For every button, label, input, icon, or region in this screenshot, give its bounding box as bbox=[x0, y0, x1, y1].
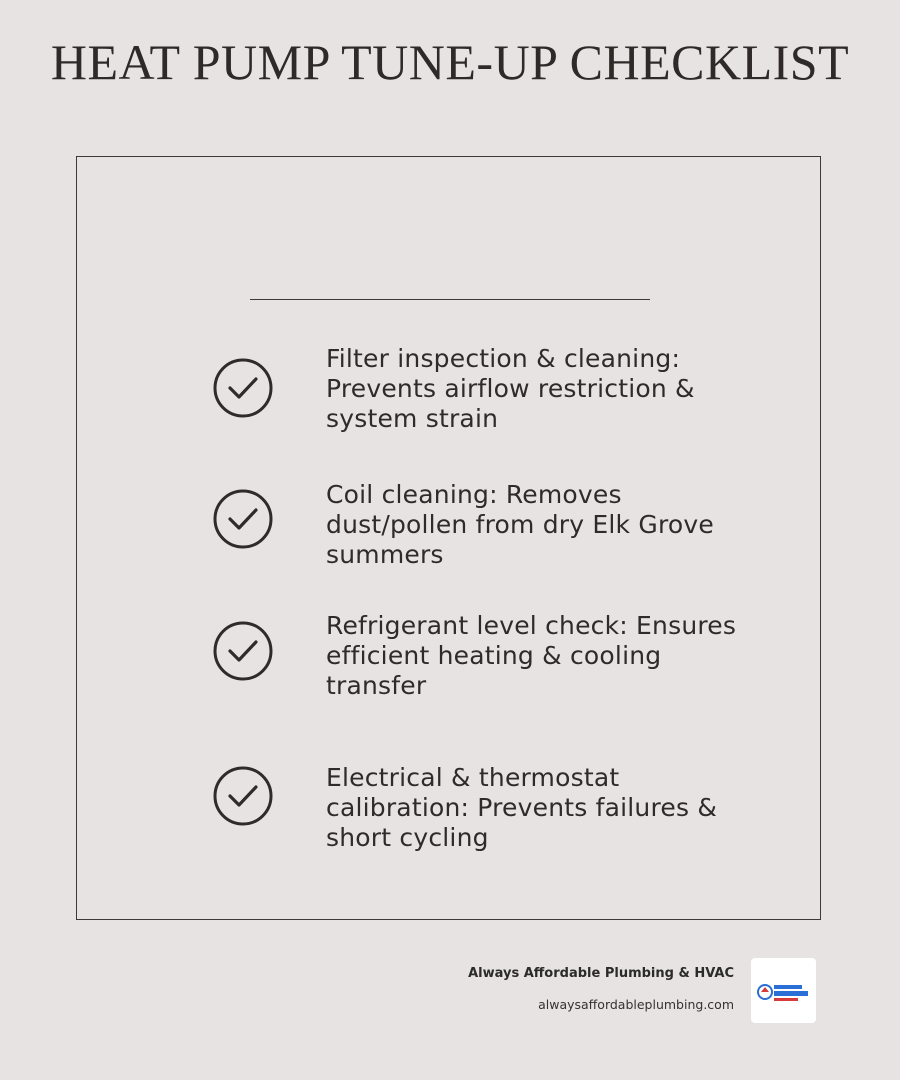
company-name: Always Affordable Plumbing & HVAC bbox=[468, 966, 734, 981]
checklist-item-text: Filter inspection & cleaning: Prevents airflow restriction & system strain bbox=[326, 344, 695, 433]
divider-line bbox=[250, 299, 650, 300]
checklist-item-text: Electrical & thermostat calibration: Prevents failures & short cycling bbox=[326, 763, 718, 852]
check-circle-icon bbox=[212, 620, 274, 682]
check-circle-icon bbox=[212, 357, 274, 419]
page-title: HEAT PUMP TUNE-UP CHECKLIST bbox=[50, 34, 850, 90]
company-logo-icon bbox=[751, 958, 816, 1023]
check-circle-icon bbox=[212, 765, 274, 827]
checklist-item-text: Coil cleaning: Removes dust/pollen from dry Elk Grove summers bbox=[326, 480, 714, 569]
company-logo-graphic bbox=[751, 958, 816, 1023]
company-url[interactable]: alwaysaffordableplumbing.com bbox=[538, 997, 734, 1012]
check-circle-icon bbox=[212, 488, 274, 550]
checklist-item-text: Refrigerant level check: Ensures efficient heating & cooling transfer bbox=[326, 611, 737, 700]
